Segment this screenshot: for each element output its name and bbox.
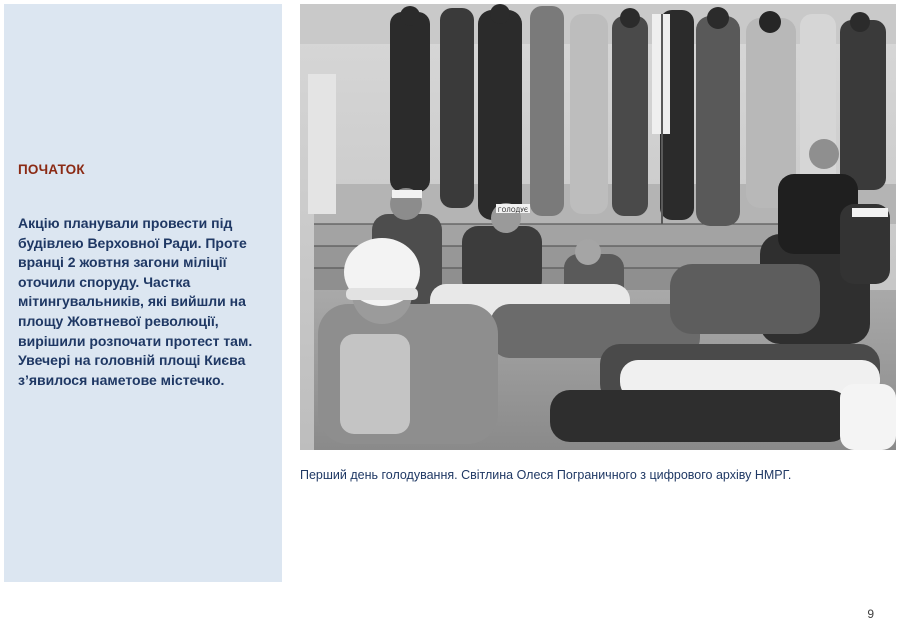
section-heading: ПОЧАТОК <box>18 162 85 177</box>
body-line: вранці 2 жовтня загони міліції <box>18 254 227 271</box>
section-body <box>18 214 268 390</box>
body-line: Акцію планували провести під <box>18 215 233 231</box>
body-line: з’явилося наметове містечко. <box>18 371 225 388</box>
body-line: Увечері на головній площі Києва <box>18 352 246 369</box>
page-number: 9 <box>867 607 874 621</box>
body-line: мітингувальників, які вийшли на <box>18 293 246 310</box>
body-line: площу Жовтневої революції, <box>18 312 219 329</box>
headband-text: ГОЛОДУЄ <box>497 207 529 214</box>
body-line: будівлею Верховної Ради. Проте <box>18 234 247 251</box>
photo-illustration <box>300 4 896 450</box>
body-line: вирішили розпочати протест там. <box>18 332 253 349</box>
protest-photo <box>300 4 896 450</box>
body-line: оточили споруду. Частка <box>18 273 191 290</box>
sign <box>308 74 336 214</box>
photo-caption: Перший день голодування. Світлина Олеся Пограничного з цифрового архіву НМРГ. <box>300 468 792 482</box>
